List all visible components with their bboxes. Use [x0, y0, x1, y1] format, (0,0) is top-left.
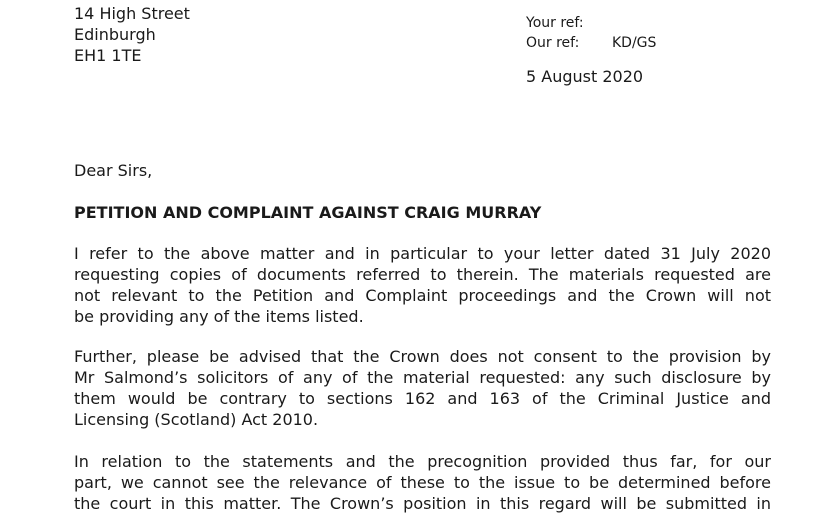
address-line-2: Edinburgh — [74, 25, 156, 44]
paragraph-line: not relevant to the Petition and Complaint proceedings and the Crown will not — [74, 286, 771, 305]
paragraph-line: Licensing (Scotland) Act 2010. — [74, 410, 319, 429]
address-line-3: EH1 1TE — [74, 46, 142, 65]
paragraph-line: In relation to the statements and the precognition provided thus far, for our — [74, 452, 771, 471]
paragraph-line: Further, please be advised that the Crown does not consent to the provision by — [74, 347, 771, 366]
recipient-address — [74, 3, 190, 66]
our-ref-value: KD/GS — [612, 35, 657, 51]
salutation: Dear Sirs, — [74, 161, 153, 180]
letter-date: 5 August 2020 — [526, 67, 644, 86]
paragraph-1 — [74, 243, 771, 327]
paragraph-line: I refer to the above matter and in particular to your letter dated 31 July 2020 — [74, 244, 771, 263]
paragraph-2 — [74, 346, 771, 430]
reference-block — [526, 13, 656, 53]
paragraph-line: part, we cannot see the relevance of these to the issue to be determined before — [74, 473, 771, 492]
our-ref-label: Our ref: — [526, 35, 580, 51]
paragraph-line: them would be contrary to sections 162 and 163 of the Criminal Justice and — [74, 389, 771, 408]
paragraph-line: Mr Salmond’s solicitors of any of the material requested: any such disclosure by — [74, 368, 771, 387]
your-ref-row — [526, 13, 656, 33]
our-ref-row — [526, 33, 656, 53]
address-line-1: 14 High Street — [74, 4, 190, 23]
paragraph-line: requesting copies of documents referred to therein. The materials requested are — [74, 265, 771, 284]
paragraph-3 — [74, 451, 771, 514]
paragraph-line: be providing any of the items listed. — [74, 307, 364, 326]
subject-heading: PETITION AND COMPLAINT AGAINST CRAIG MURRAY — [74, 203, 542, 222]
paragraph-line: the court in this matter. The Crown’s position in this regard will be submitted in — [74, 494, 771, 513]
your-ref-label: Your ref: — [526, 15, 584, 31]
